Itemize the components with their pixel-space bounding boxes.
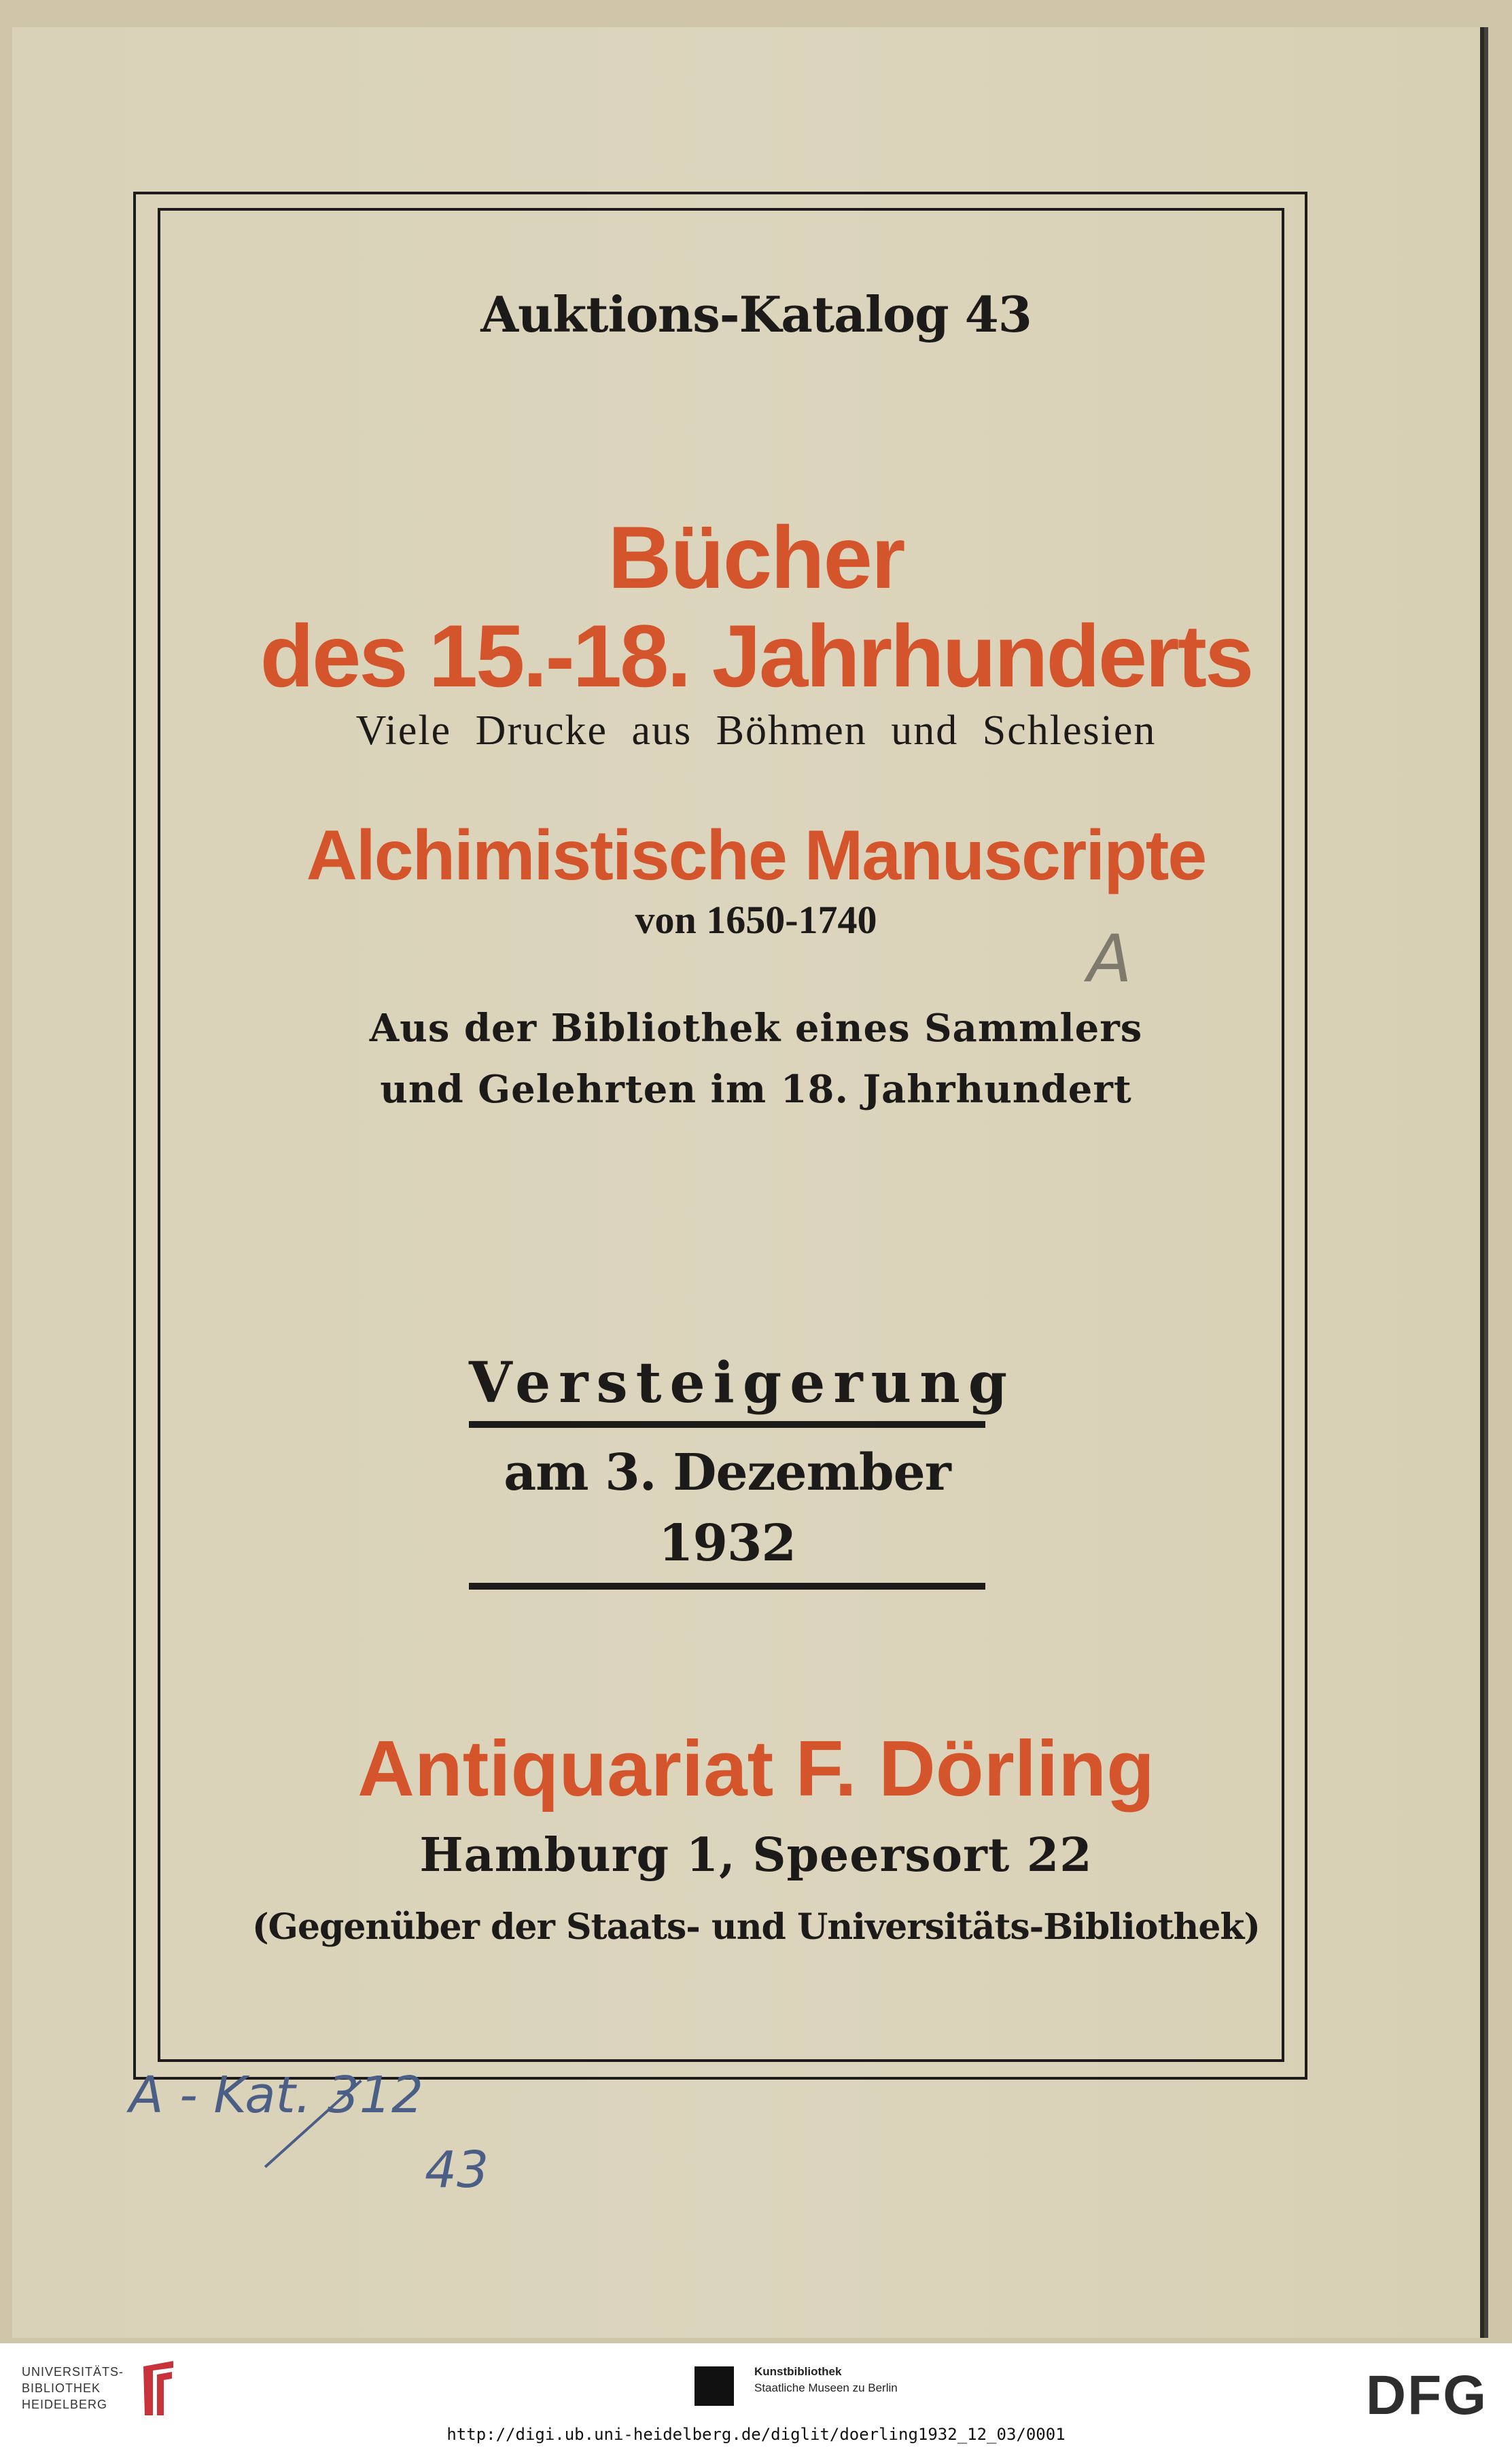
uni-logo-line: BIBLIOTHEK	[22, 2381, 101, 2395]
auction-underline	[469, 1421, 985, 1428]
title-centuries: des 15.-18. Jahrhunderts	[260, 606, 1252, 705]
shelfmark-line-1: A - Kat. 312	[129, 2066, 423, 2124]
catalog-number-heading: Auktions-Katalog 43	[480, 285, 1032, 343]
dealer-location-note: (Gegenüber der Staats- und Universitäts-Bibliothek)	[251, 1906, 1261, 1948]
heidelberg-logo-icon	[139, 2358, 177, 2419]
kunstbibliothek-logo[interactable]	[754, 2364, 898, 2396]
provenance-line-1: Aus der Bibliothek eines Sammlers	[369, 1006, 1143, 1051]
auction-date: am 3. Dezember 1932	[504, 1443, 951, 1573]
dfg-logo[interactable]: DFG	[1365, 2364, 1488, 2426]
title-alchemy-manuscripts: Alchimistische Manuscripte	[306, 816, 1206, 895]
page-url[interactable]: http://digi.ub.uni-heidelberg.de/diglit/doerling1932_12_03/0001	[446, 2425, 1066, 2444]
uni-logo-line: HEIDELBERG	[22, 2398, 108, 2411]
pencil-annotation: A	[1087, 921, 1132, 997]
kb-institution: Staatliche Museen zu Berlin	[754, 2381, 898, 2394]
heidelberg-library-logo[interactable]	[22, 2364, 124, 2413]
auction-block	[469, 1349, 1016, 1590]
uni-logo-line: UNIVERSITÄTS-	[22, 2365, 124, 2379]
viewer-footer	[0, 2343, 1512, 2450]
subtitle-years: von 1650-1740	[635, 898, 877, 942]
shelfmark-line-2: 43	[425, 2141, 489, 2199]
provenance-line-2: und Gelehrten im 18. Jahrhundert	[380, 1067, 1132, 1112]
kb-name: Kunstbibliothek	[754, 2365, 842, 2378]
kunstbibliothek-logo-icon[interactable]	[695, 2366, 734, 2406]
date-underline	[469, 1583, 985, 1590]
title-books: Bücher	[608, 508, 904, 607]
subtitle-prints: Viele Drucke aus Böhmen und Schlesien	[355, 707, 1157, 754]
auction-label: Versteigerung	[469, 1350, 1016, 1416]
dealer-name: Antiquariat F. Dörling	[357, 1724, 1155, 1813]
dealer-address: Hamburg 1, Speersort 22	[419, 1828, 1093, 1883]
